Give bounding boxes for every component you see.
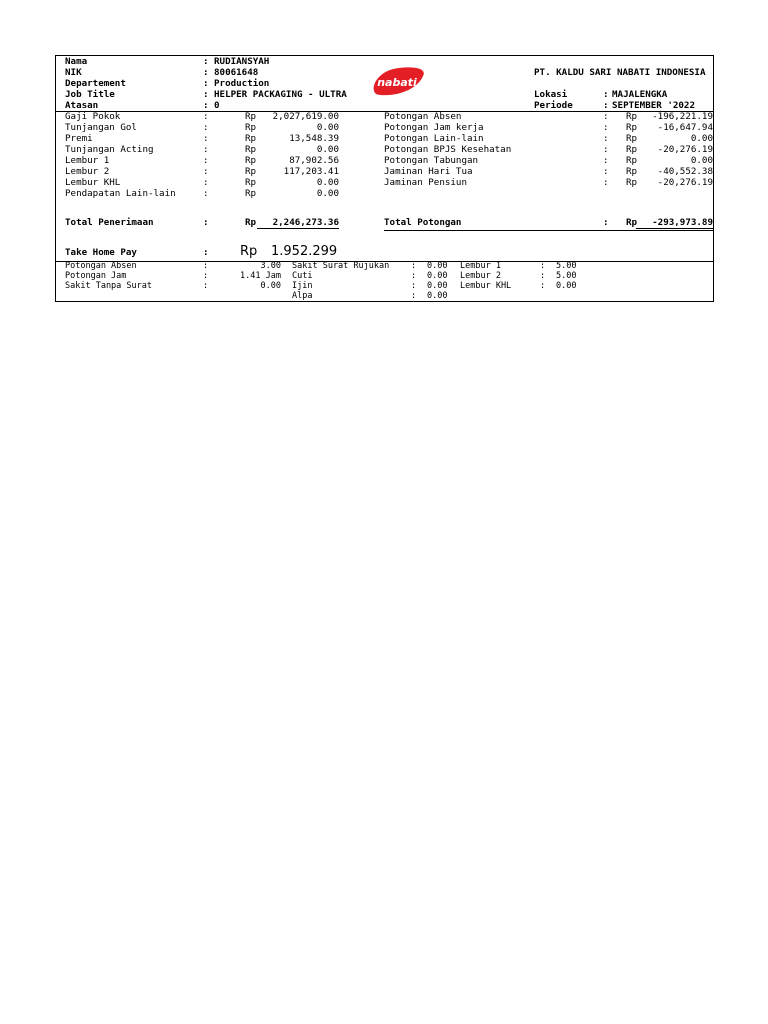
attendance-colon: :: [411, 281, 417, 291]
income-currency: Rp: [245, 111, 257, 122]
income-currency: Rp: [245, 188, 257, 199]
attendance-label: Sakit Surat Rujukan: [292, 261, 390, 271]
income-currency: Rp: [245, 144, 257, 155]
deduction-amount: 0.00: [690, 155, 713, 166]
nama-label: Nama: [65, 56, 88, 67]
periode-colon: :: [603, 100, 609, 111]
attendance-label: Alpa: [292, 291, 313, 301]
income-colon: :: [203, 133, 209, 144]
deduction-colon: :: [603, 177, 609, 188]
deduction-label: Jaminan Hari Tua: [384, 166, 473, 177]
income-amount: 2,027,619.00: [272, 111, 339, 122]
attendance-colon: :: [540, 281, 546, 291]
lokasi-label: Lokasi: [534, 89, 568, 100]
total-potongan-colon: :: [603, 217, 609, 228]
income-label: Pendapatan Lain-lain: [65, 188, 176, 199]
thp-currency: Rp: [240, 244, 258, 259]
deduction-colon: :: [603, 155, 609, 166]
dept-label: Departement: [65, 78, 126, 89]
nik-label: NIK: [65, 67, 82, 78]
nik-value: 80061648: [214, 67, 259, 78]
attendance-label: Potongan Jam: [65, 271, 127, 281]
attendance-colon: :: [411, 271, 417, 281]
attendance-colon: :: [411, 291, 417, 301]
deduction-colon: :: [603, 122, 609, 133]
income-currency: Rp: [245, 122, 257, 133]
income-amount: 0.00: [316, 144, 339, 155]
attendance-label: Cuti: [292, 271, 313, 281]
payslip: [55, 55, 714, 302]
attendance-value: 3.00: [260, 261, 281, 271]
lokasi-colon: :: [603, 89, 609, 100]
atasan-colon: :: [203, 100, 209, 111]
nama-value: RUDIANSYAH: [214, 56, 270, 67]
deduction-currency: Rp: [626, 111, 638, 122]
attendance-value: 0.00: [427, 261, 448, 271]
nama-colon: :: [203, 56, 209, 67]
income-currency: Rp: [245, 155, 257, 166]
total-potongan-value: -293,973.89: [636, 217, 713, 229]
deduction-currency: Rp: [626, 177, 638, 188]
thp-value: 1.952.299: [271, 244, 338, 259]
deduction-colon: :: [603, 166, 609, 177]
income-label: Tunjangan Acting: [65, 144, 154, 155]
total-potongan-label: Total Potongan: [384, 217, 462, 228]
attendance-value: 0.00: [427, 271, 448, 281]
deduction-label: Potongan Jam kerja: [384, 122, 484, 133]
deduction-currency: Rp: [626, 133, 638, 144]
income-label: Tunjangan Gol: [65, 122, 137, 133]
job-colon: :: [203, 89, 209, 100]
income-currency: Rp: [245, 166, 257, 177]
attendance-label: Potongan Absen: [65, 261, 137, 271]
deduction-amount: -16,647.94: [657, 122, 713, 133]
deduction-label: Potongan Absen: [384, 111, 462, 122]
deduction-currency: Rp: [626, 122, 638, 133]
deduction-colon: :: [603, 133, 609, 144]
attendance-label: Ijin: [292, 281, 313, 291]
attendance-label: Lembur KHL: [460, 281, 512, 291]
svg-text:nabati: nabati: [377, 76, 417, 89]
deduction-currency: Rp: [626, 144, 638, 155]
potongan-divider: [384, 230, 713, 231]
attendance-value: 5.00: [556, 261, 577, 271]
deduction-amount: -40,552.38: [657, 166, 713, 177]
deduction-label: Jaminan Pensiun: [384, 177, 467, 188]
income-label: Lembur 1: [65, 155, 110, 166]
total-penerimaan-colon: :: [203, 217, 209, 228]
deduction-label: Potongan Lain-lain: [384, 133, 484, 144]
attendance-value: 0.00: [427, 291, 448, 301]
total-penerimaan-label: Total Penerimaan: [65, 217, 154, 228]
job-value: HELPER PACKAGING - ULTRA: [214, 89, 347, 100]
periode-label: Periode: [534, 100, 573, 111]
income-amount: 87,902.56: [289, 155, 339, 166]
deduction-amount: -20,276.19: [657, 144, 713, 155]
dept-colon: :: [203, 78, 209, 89]
deduction-label: Potongan Tabungan: [384, 155, 479, 166]
deduction-amount: 0.00: [690, 133, 713, 144]
income-colon: :: [203, 144, 209, 155]
attendance-label: Lembur 1: [460, 261, 501, 271]
attendance-label: Sakit Tanpa Surat: [65, 281, 152, 291]
income-label: Gaji Pokok: [65, 111, 121, 122]
lokasi-value: MAJALENGKA: [612, 89, 668, 100]
atasan-value: 0: [214, 100, 220, 111]
total-penerimaan-value: 2,246,273.36: [257, 217, 339, 229]
deduction-amount: -20,276.19: [657, 177, 713, 188]
attendance-value: 1.41 Jam: [240, 271, 281, 281]
deduction-colon: :: [603, 144, 609, 155]
attendance-value: 5.00: [556, 271, 577, 281]
attendance-colon: :: [203, 261, 209, 271]
attendance-colon: :: [540, 261, 546, 271]
income-colon: :: [203, 177, 209, 188]
job-label: Job Title: [65, 89, 115, 100]
nik-colon: :: [203, 67, 209, 78]
income-colon: :: [203, 166, 209, 177]
total-penerimaan-currency: Rp: [245, 217, 257, 228]
attendance-colon: :: [540, 271, 546, 281]
dept-value: Production: [214, 78, 270, 89]
attendance-colon: :: [203, 271, 209, 281]
deduction-amount: -196,221.19: [652, 111, 713, 122]
deduction-currency: Rp: [626, 166, 638, 177]
attendance-label: Lembur 2: [460, 271, 501, 281]
income-currency: Rp: [245, 177, 257, 188]
income-amount: 13,548.39: [289, 133, 339, 144]
company-name: PT. KALDU SARI NABATI INDONESIA: [534, 67, 706, 78]
periode-value: SEPTEMBER '2022: [612, 100, 695, 111]
income-label: Lembur KHL: [65, 177, 121, 188]
income-amount: 117,203.41: [283, 166, 339, 177]
income-currency: Rp: [245, 133, 257, 144]
deduction-label: Potongan BPJS Kesehatan: [384, 144, 512, 155]
income-colon: :: [203, 122, 209, 133]
thp-colon: :: [203, 247, 209, 258]
attendance-value: 0.00: [427, 281, 448, 291]
income-amount: 0.00: [316, 122, 339, 133]
thp-label: Take Home Pay: [65, 247, 137, 258]
income-label: Premi: [65, 133, 93, 144]
deduction-colon: :: [603, 111, 609, 122]
deduction-currency: Rp: [626, 155, 638, 166]
attendance-colon: :: [203, 281, 209, 291]
attendance-value: 0.00: [260, 281, 281, 291]
income-amount: 0.00: [316, 188, 339, 199]
income-colon: :: [203, 111, 209, 122]
income-label: Lembur 2: [65, 166, 110, 177]
income-colon: :: [203, 188, 209, 199]
total-potongan-currency: Rp: [626, 217, 638, 228]
nabati-logo: [369, 66, 427, 96]
attendance-value: 0.00: [556, 281, 577, 291]
atasan-label: Atasan: [65, 100, 99, 111]
income-amount: 0.00: [316, 177, 339, 188]
attendance-colon: :: [411, 261, 417, 271]
income-colon: :: [203, 155, 209, 166]
